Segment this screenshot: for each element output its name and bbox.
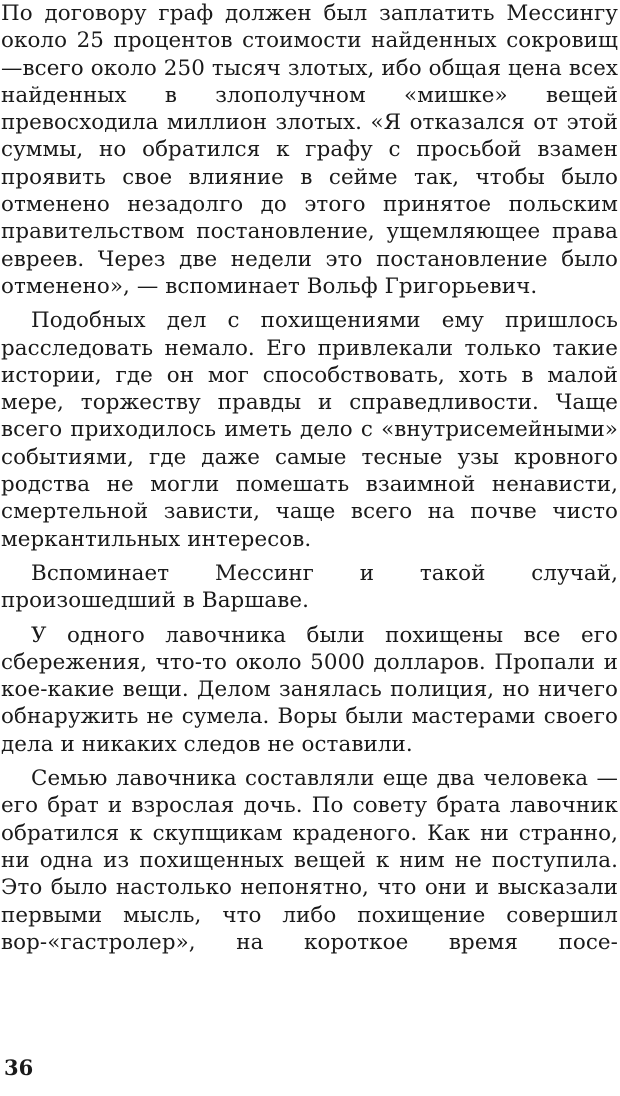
paragraph-1: По договору граф должен был заплатить Мессингу около 25 процентов стоимости найденных сокровищ —всего около 250 тысяч злотых, ибо общая цена всех найденных в злополучном «мишке» вещей превосходила миллион злотых. «Я отказался от этой суммы, но обратился к графу с просьбой взамен проявить свое влияние в сейме так, чтобы было отменено незадолго до этого принятое польским правительством постановление, ущемляющее права евреев. Через две недели это постановление было отменено», — вспоминает Вольф Григорьевич. [1, 1, 618, 299]
paragraph-2: Подобных дел с похищениями ему пришлось расследовать немало. Его привлекали только такие истории, где он мог способствовать, хоть в малой мере, торжеству правды и справедливости. Чаще всего приходилось иметь дело с «внутрисемейными» событиями, где даже самые тесные узы кровного родства не могли помешать взаимной ненависти, смертельной зависти, чаще всего на почве чисто меркантильных интересов. [1, 308, 618, 552]
paragraph-4: У одного лавочника были похищены все его сбережения, что-то около 5000 долларов. Пропали и кое-какие вещи. Делом занялась полиция, но ничего обнаружить не сумела. Воры были мастерами своего дела и никаких следов не оставили. [1, 622, 618, 757]
paragraph-3: Вспоминает Мессинг и такой случай, произошедший в Варшаве. [1, 560, 618, 614]
paragraph-5: Семью лавочника составляли еще два человека — его брат и взрослая дочь. По совету брата лавочник обратился к скупщикам краденого. Как ни странно, ни одна из похищенных вещей к ним не поступила. Это было настолько непонятно, что они и высказали первыми мысль, что либо похищение совершил вор-«гастролер», на короткое время посе- [1, 766, 618, 955]
body-text [1, 0, 618, 963]
page-number: 36 [4, 1055, 34, 1080]
